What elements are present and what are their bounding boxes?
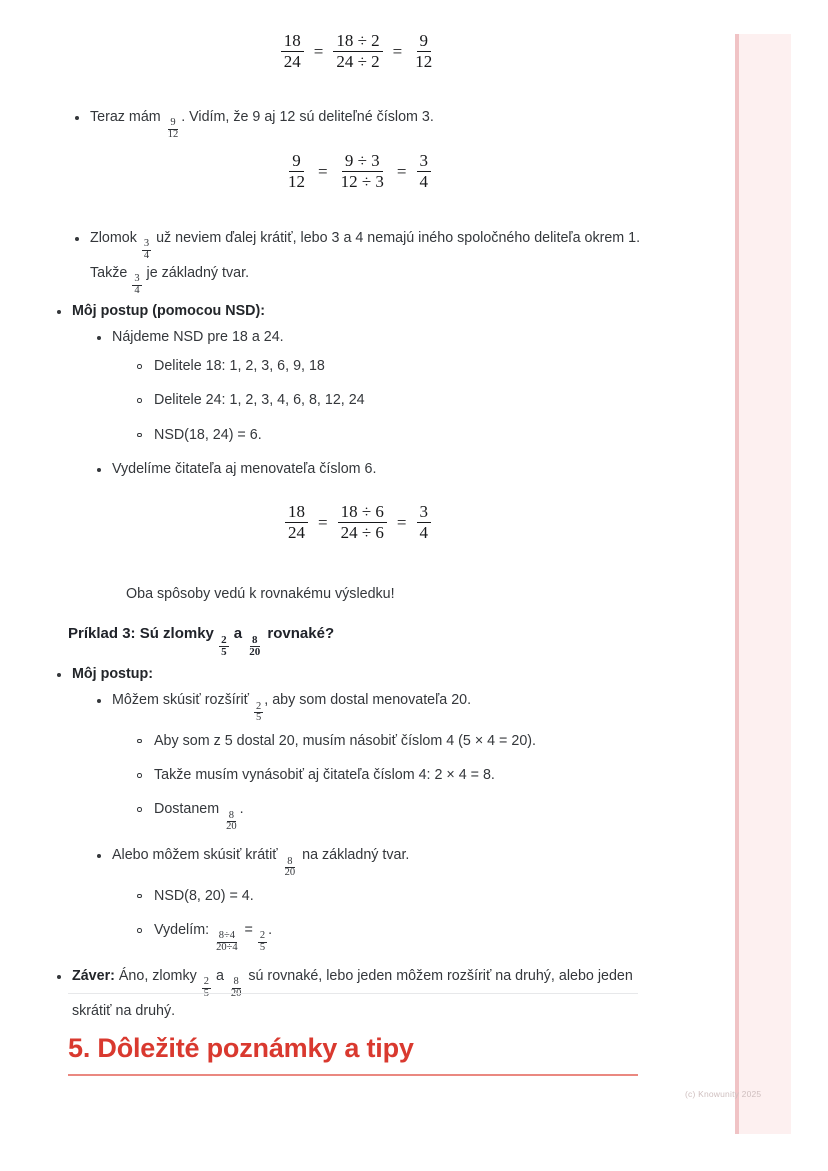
equals-sign: = [317,162,328,182]
text-fragment: je základný tvar. [142,264,250,281]
equals-sign: = [317,513,328,533]
inline-fraction-8-20 [283,857,298,879]
closing-note-block [68,583,648,606]
numerator: 2 [259,930,266,942]
equation-3 [68,503,648,543]
denominator: 24 ÷ 2 [336,52,380,72]
list-item-moj-postup-nsd [50,300,650,481]
inline-fraction-2-5 [254,702,263,724]
numerator: 3 [417,503,432,523]
inline-fraction-3-4 [142,239,151,261]
equals-sign: = [240,922,257,939]
right-decorative-band [739,34,791,1134]
section5-title: 5. Dôležité poznámky a tipy [68,1033,414,1063]
denominator: 4 [419,523,429,543]
denominator [229,989,244,1000]
nsd-heading: Môj postup (pomocou NSD): [72,303,265,319]
list-item [68,106,648,141]
numerator: 8 [287,855,293,867]
text-fragment: . [268,922,273,939]
denominator: 20 [249,645,261,658]
bullet-zlomok-block [68,227,648,299]
denominator: 12 [415,52,433,72]
inline-fraction-8-20 [247,635,262,658]
equation-1 [68,32,648,72]
equation-2 [68,152,648,192]
substep-text: NSD(8, 20) = 4. [154,887,254,904]
list-item-vydelime [90,458,650,481]
zaver-label: Záver: [72,967,115,984]
denominator: 5 [256,712,262,724]
footer-credit: (c) Knowunity 2025 [685,1089,762,1099]
priklad3-heading-block [68,623,648,658]
section5-underline [68,1074,638,1076]
text-fragment: Môžem skúsiť rozšíriť [112,692,254,709]
denominator: 5 [221,645,227,658]
denominator: 20 [284,867,296,879]
numerator: 9 [417,32,432,52]
list-item-branch-a [90,689,650,833]
text-fragment: rovnaké? [263,625,335,642]
inline-fraction-2-5 [258,931,267,953]
equals-sign: = [313,42,324,62]
inline-fraction-8div4-20div4 [214,931,240,953]
denominator: 4 [419,172,429,192]
list-item-branch-b-sub1 [130,885,650,908]
equals-sign: = [392,42,403,62]
list-item-branch-a-sub2 [130,764,650,787]
text-fragment: a [229,625,247,642]
nsd-method-block [50,300,650,483]
numerator: 3 [134,273,140,285]
denominator: 20÷4 [216,942,238,954]
inline-fraction-9-12 [166,118,181,140]
horizontal-divider [68,993,638,994]
list-item-nsd-result [130,424,650,447]
step-text: Vydelíme čitateľa aj menovateľa číslom 6. [112,460,377,477]
denominator: 12 [167,129,179,141]
priklad3-heading [68,623,648,658]
text-fragment: Dostanem [154,801,224,818]
text-fragment: už neviem ďalej krátiť, lebo 3 a 4 nemajú iného spoločného deliteľa okrem 1. Takže [90,230,641,281]
list-item-delitele-18 [130,355,650,378]
postup-heading: Môj postup: [72,666,153,682]
section-divider-block [68,993,638,994]
fraction-18-24 [285,503,308,543]
numerator: 9 [289,152,304,172]
closing-note-text: Oba spôsoby vedú k rovnakému výsledku! [126,586,395,602]
text-fragment: na základný tvar. [298,847,410,864]
denominator [202,989,211,1000]
numerator: 8 [228,809,235,821]
numerator: 2 [256,700,262,712]
fraction-9-12 [412,32,435,72]
section5-block [68,1032,638,1076]
equation-block-3 [68,503,648,543]
denominator: 24 [283,52,301,72]
text-fragment: Príklad 3: Sú zlomky [68,625,219,642]
substep-text: Delitele 24: 1, 2, 3, 4, 6, 8, 12, 24 [154,392,365,409]
numerator: 8÷4 [218,930,235,942]
inline-fraction-2-5 [219,635,229,658]
numerator: 18 [285,503,308,523]
numerator: 8 [233,976,239,988]
text-fragment: Alebo môžem skúsiť krátiť [112,847,282,864]
text-fragment: Áno, zlomky [114,967,201,984]
numerator: 2 [221,633,227,646]
numerator: 18 ÷ 2 [333,32,382,52]
numerator: 2 [203,976,209,988]
bullet-teraz-mam-block [68,106,648,143]
list-item-branch-a-sub3 [130,798,650,833]
list-item-delitele-24 [130,389,650,412]
equation-block-2 [68,152,648,192]
text-fragment: . [239,801,244,818]
numerator: 9 ÷ 3 [342,152,383,172]
fraction-18div2-24div2 [333,32,382,72]
text-fragment: . Vidím, že 9 aj 12 sú deliteľné číslom 3. [181,109,434,125]
fraction-18div6-24div6 [338,503,387,543]
denominator: 4 [143,250,150,262]
numerator: 8 [252,633,258,646]
denominator: 24 ÷ 6 [340,523,384,543]
denominator: 5 [259,942,266,954]
denominator: 12 [287,172,305,192]
numerator: 18 [281,32,304,52]
inline-fraction-2-5 [202,977,211,999]
numerator: 3 [143,238,150,250]
fraction-3-4 [417,152,432,192]
list-item-branch-a-sub1 [130,730,650,753]
equals-sign: = [396,162,407,182]
denominator: 4 [134,284,140,296]
substep-text: NSD(18, 24) = 6. [154,426,262,443]
substep-text: Delitele 18: 1, 2, 3, 6, 9, 18 [154,358,325,375]
inline-fraction-8-20 [224,811,239,833]
equals-sign: = [396,513,407,533]
list-item [68,227,648,297]
numerator: 9 [170,117,176,129]
list-item-najdeme-nsd [90,326,650,447]
fraction-18-24 [281,32,304,72]
denominator: 20 [226,821,237,833]
list-item-moj-postup [50,663,650,954]
text-fragment: Teraz mám [90,109,165,125]
inline-fraction-8-20 [229,977,244,999]
substep-text: Aby som z 5 dostal 20, musím násobiť číslom 4 (5 × 4 = 20). [154,732,537,749]
right-band-edge-line [735,34,739,1134]
list-item-branch-b-sub2 [130,919,650,954]
fraction-9div3-12div3 [338,152,387,192]
text-fragment: Vydelím: [154,922,214,939]
list-item-branch-b [90,844,650,954]
priklad3-body-block [50,663,650,1025]
text-fragment: sú rovnaké, lebo jeden môžem rozšíriť na druhý, alebo jeden skrátiť na druhý. [72,967,633,1019]
fraction-3-4 [417,503,432,543]
numerator: 18 ÷ 6 [338,503,387,523]
text-fragment: Zlomok [90,230,141,246]
substep-text: Takže musím vynásobiť aj čitateľa číslom 4: 2 × 4 = 8. [154,767,495,784]
text-fragment: a [211,967,228,984]
fraction-9-12 [285,152,308,192]
denominator: 12 ÷ 3 [340,172,384,192]
equation-block-1 [68,32,648,72]
step-text: Nájdeme NSD pre 18 a 24. [112,329,284,346]
text-fragment: , aby som dostal menovateľa 20. [264,692,472,709]
numerator: 3 [417,152,432,172]
inline-fraction-3-4 [132,274,141,296]
denominator: 24 [287,523,305,543]
